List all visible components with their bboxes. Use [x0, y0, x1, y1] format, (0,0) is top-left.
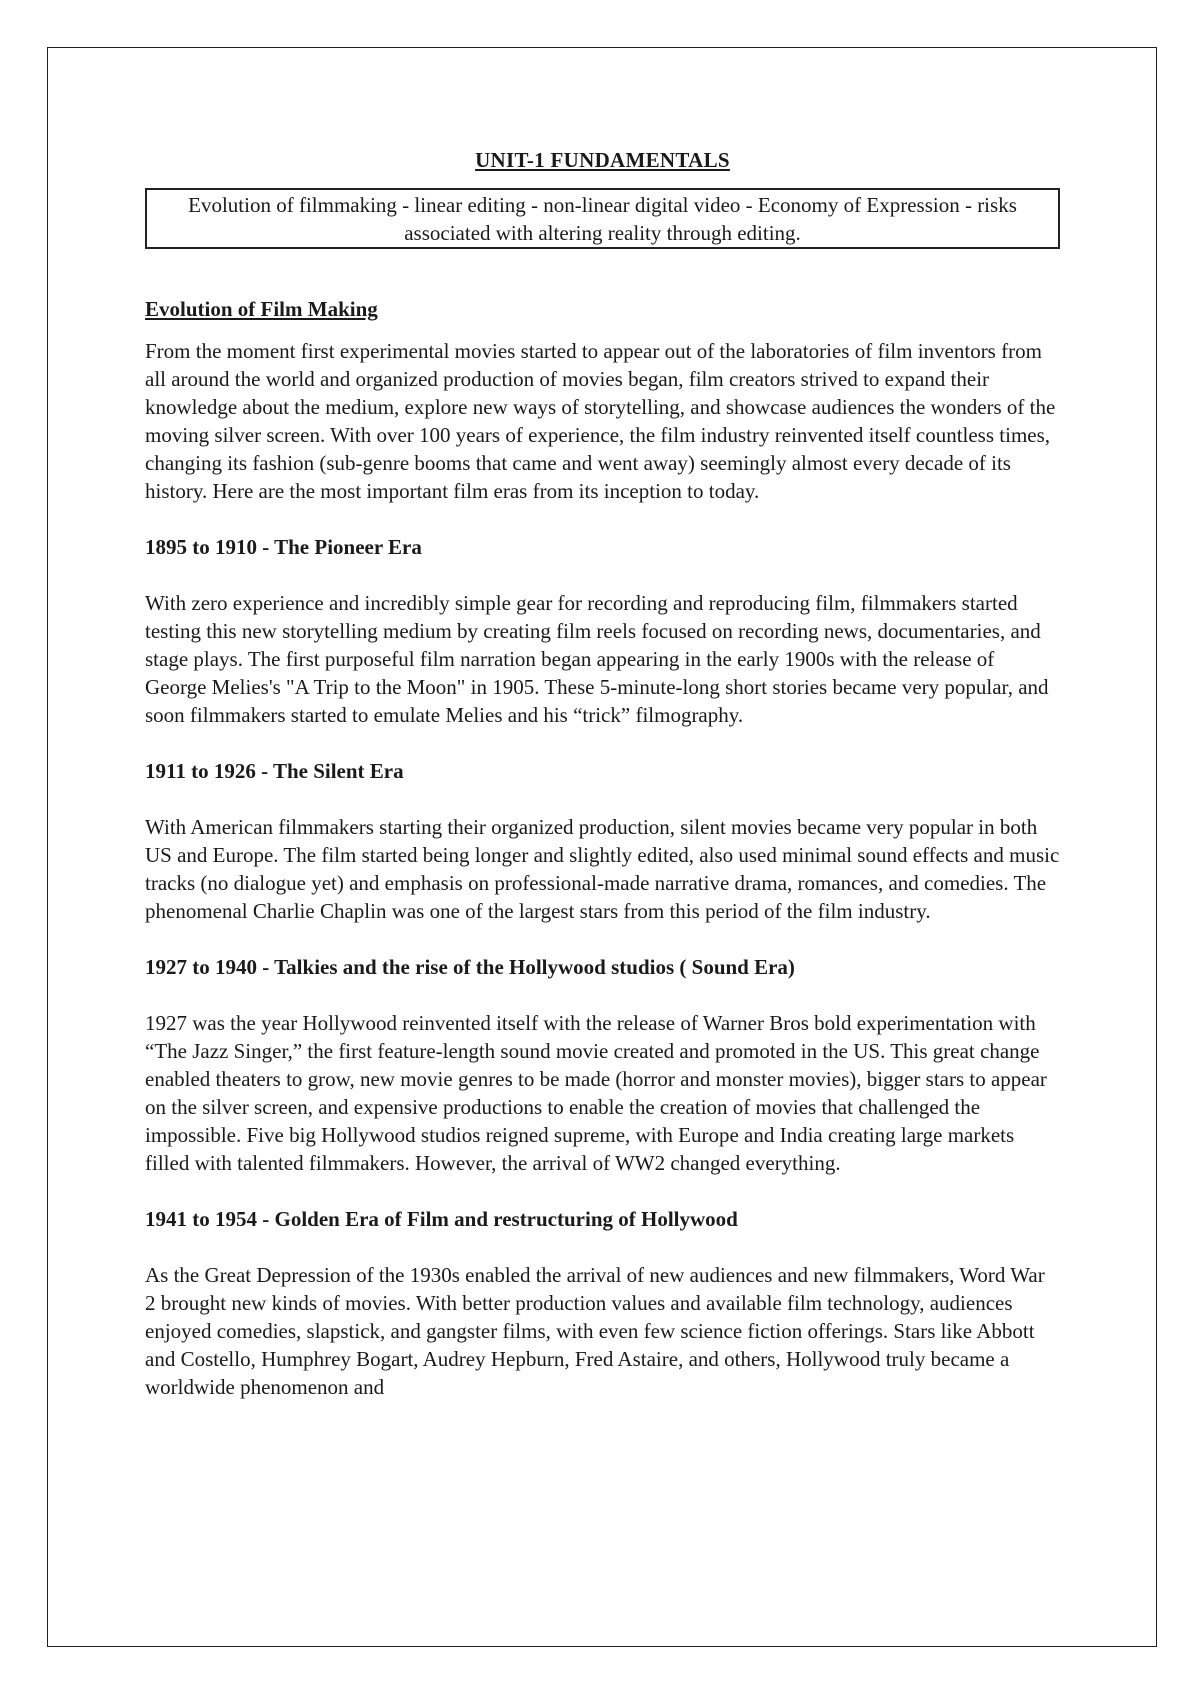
era-heading-silent: 1911 to 1926 - The Silent Era [145, 759, 404, 783]
document-content [145, 140, 1060, 1429]
era-text-pioneer: With zero experience and incredibly simple gear for recording and reproducing film, filmmakers started testing this new storytelling medium by creating film reels focused on recording news, documentaries, and stage plays. The first purposeful film narration began appearing in the early 1900s with the release of George Melies's "A Trip to the Moon" in 1905. These 5-minute-long short stories became very popular, and soon filmmakers started to emulate Melies and his “trick” filmography. [145, 591, 1049, 727]
section-heading: Evolution of Film Making [145, 297, 378, 321]
era-text-golden: As the Great Depression of the 1930s enabled the arrival of new audiences and new filmmakers, Word War 2 brought new kinds of movies. With better production values and available film technology, audiences enjoyed comedies, slapstick, and gangster films, with even few science fiction offerings. Stars like Abbott and Costello, Humphrey Bogart, Audrey Hepburn, Fred Astaire, and others, Hollywood truly became a worldwide phenomenon and [145, 1263, 1045, 1399]
unit-title: UNIT-1 FUNDAMENTALS [475, 148, 730, 172]
era-text-sound: 1927 was the year Hollywood reinvented itself with the release of Warner Bros bold experimentation with “The Jazz Singer,” the first feature-length sound movie created and promoted in the US. This great change enabled theaters to grow, new movie genres to be made (horror and monster movies), bigger stars to appear on the silver screen, and expensive productions to enable the creation of movies that challenged the impossible. Five big Hollywood studios reigned supreme, with Europe and India creating large markets filled with talented filmmakers. However, the arrival of WW2 changed everything. [145, 1011, 1047, 1175]
intro-paragraph: From the moment first experimental movies started to appear out of the laboratories of film inventors from all around the world and organized production of movies began, film creators strived to expand their knowledge about the medium, explore new ways of storytelling, and showcase audiences the wonders of the moving silver screen. With over 100 years of experience, the film industry reinvented itself countless times, changing its fashion (sub-genre booms that came and went away) seemingly almost every decade of its history. Here are the most important film eras from its inception to today. [145, 339, 1056, 503]
era-text-silent: With American filmmakers starting their organized production, silent movies became very popular in both US and Europe. The film started being longer and slightly edited, also used minimal sound effects and music tracks (no dialogue yet) and emphasis on professional-made narrative drama, romances, and comedies. The phenomenal Charlie Chaplin was one of the largest stars from this period of the film industry. [145, 815, 1060, 923]
era-heading-pioneer: 1895 to 1910 - The Pioneer Era [145, 535, 422, 559]
era-heading-sound: 1927 to 1940 - Talkies and the rise of the Hollywood studios ( Sound Era) [145, 955, 795, 979]
era-heading-golden: 1941 to 1954 - Golden Era of Film and restructuring of Hollywood [145, 1207, 738, 1231]
summary-box: Evolution of filmmaking - linear editing - non-linear digital video - Economy of Expression - risks associated with altering reality through editing. [145, 188, 1060, 249]
